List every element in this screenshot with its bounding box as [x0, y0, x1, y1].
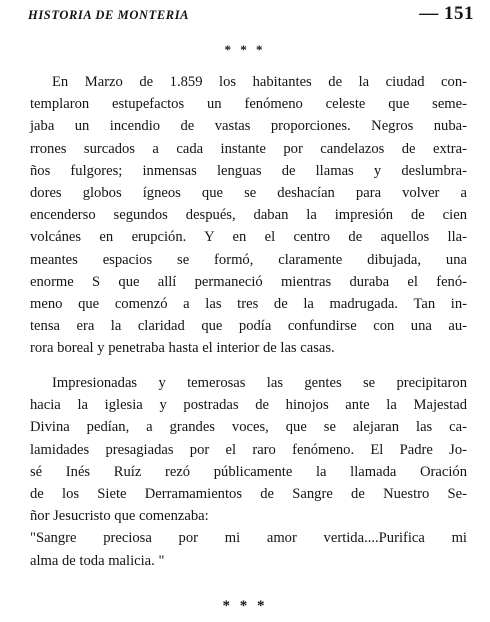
text-line: de los Siete Derramamientos de Sangre de Nuestro Se-	[30, 485, 467, 502]
text-line: encenderso segundos después, daban la impresión de cien	[30, 207, 467, 224]
paragraph-1	[30, 71, 467, 359]
text-line: meantes espacios se formó, claramente dibujada, una	[30, 251, 467, 268]
quotation-line: alma de toda malicia. "	[30, 552, 165, 569]
text-line: rora boreal y penetraba hasta el interior de las casas.	[30, 340, 335, 357]
text-line: ñor Jesucristo que comenzaba:	[30, 508, 209, 525]
page-number: — 151	[419, 3, 474, 24]
text-line: jaba un incendio de vastas proporciones. Negros nuba-	[30, 118, 467, 135]
text-line: enorme S que allí permaneció mientras duraba el fenó-	[30, 273, 467, 290]
text-line: volcánes en erupción. Y en el centro de aquellos lla-	[30, 229, 467, 246]
text-line: lamidades presagiadas por el raro fenómeno. El Padre Jo-	[30, 441, 467, 458]
text-line: templaron estupefactos un fenómeno celeste que seme-	[30, 96, 467, 113]
text-line: ños fulgores; inmensas lenguas de llamas y deslumbra-	[30, 162, 467, 179]
text-line: Divina pedían, a grandes voces, que se alejaran las ca-	[30, 419, 467, 436]
text-line: hacia la iglesia y postradas de hinojos ante la Majestad	[30, 397, 467, 414]
text-line: En Marzo de 1.859 los habitantes de la ciudad con-	[52, 74, 467, 90]
text-line: sé Inés Ruíz rezó públicamente la llamada Oración	[30, 463, 467, 480]
running-title: HISTORIA DE MONTERIA	[28, 8, 190, 22]
section-separator-top: * * *	[224, 42, 266, 57]
text-line: meno que comenzó a las tres de la madrugada. Tan in-	[30, 295, 467, 312]
section-separator-bottom: * * *	[222, 598, 268, 614]
text-line: Impresionadas y temerosas las gentes se precipitaron	[52, 375, 467, 391]
quotation-line: "Sangre preciosa por mi amor vertida....Purifica mi	[30, 530, 467, 547]
text-line: rrones surcados a cada instante por candelazos de extra-	[30, 140, 467, 157]
text-line: dores globos ígneos que se deshacían para volver a	[30, 184, 467, 201]
paragraph-2	[30, 372, 467, 572]
text-line: tensa era la claridad que podía confundirse con una au-	[30, 318, 467, 335]
